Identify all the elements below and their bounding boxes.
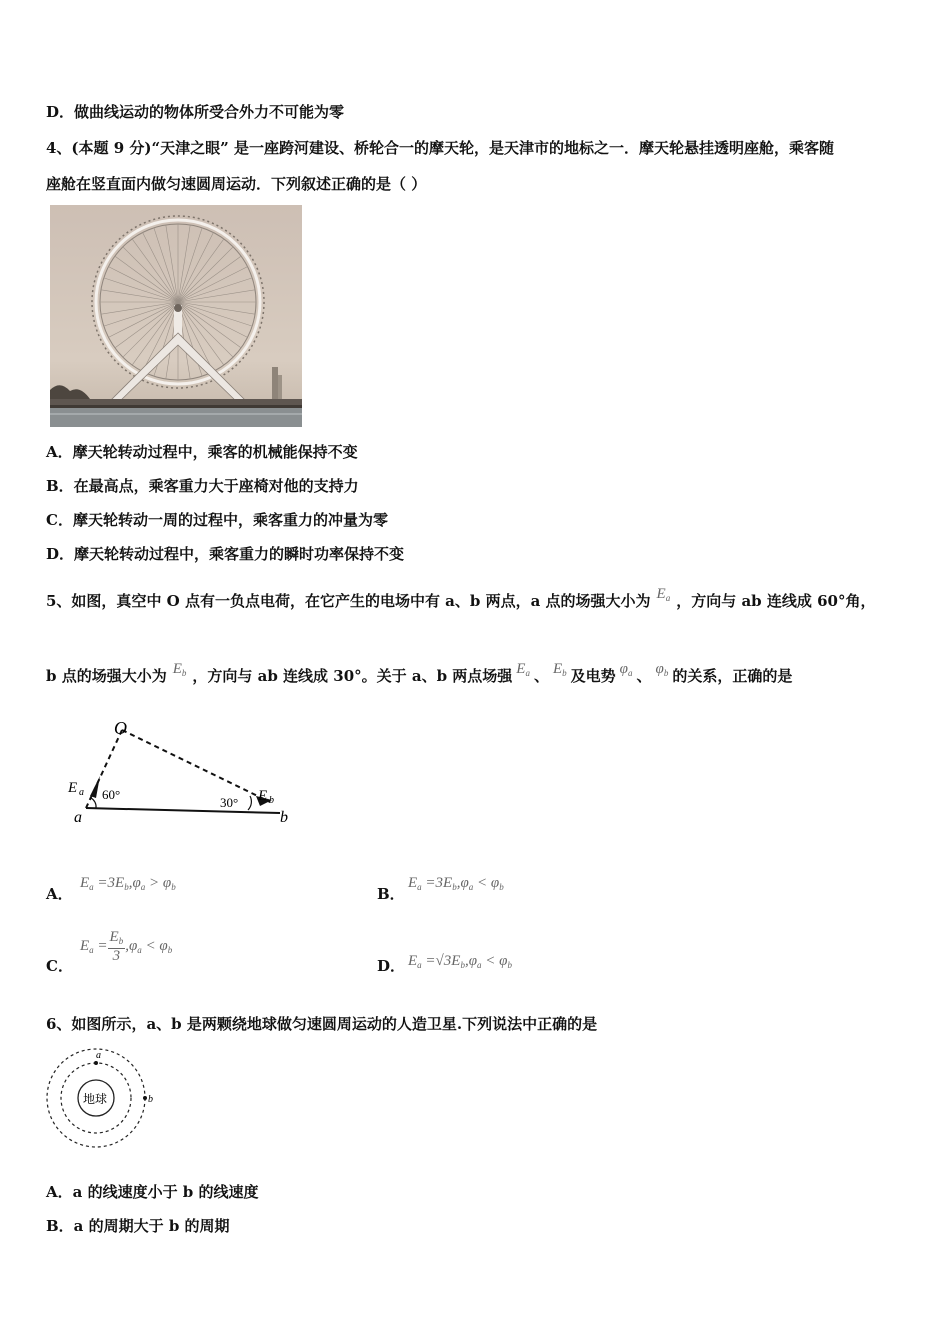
label-O: O [114, 718, 127, 738]
formula-Ea-2: $E_a$ [516, 661, 530, 678]
q5-line2-part2: ，方向与 ab 连线成 30°。关于 a、b 两点场强 [192, 667, 513, 685]
q6-option-b: B．a 的周期大于 b 的周期 [46, 1217, 230, 1235]
q5-option-d-formula: $E_a =√3E_b,\varphi_a < \varphi_b$ [408, 953, 512, 970]
satellite-b [143, 1096, 147, 1100]
q5-line2-part3: 及电势 [570, 667, 616, 685]
label-sat-a: a [96, 1050, 101, 1061]
earth-label: 地球 [83, 1092, 108, 1106]
q6-orbit-diagram [44, 1046, 156, 1150]
label-a: a [74, 809, 82, 826]
label-Ea-sub: a [79, 787, 84, 798]
arrow-Ea [90, 776, 100, 798]
ferris-wheel-photo [50, 205, 302, 427]
q5-option-c: C． [46, 957, 73, 975]
formula-Ea: $E_a$ [656, 586, 671, 603]
q4-option-d: D．摩天轮转动过程中，乘客重力的瞬时功率保持不变 [46, 545, 405, 563]
q5-option-a: A． [46, 885, 73, 903]
formula-phi-b: $\varphi_b$ [655, 661, 669, 678]
label-Ea: E [68, 780, 78, 796]
formula-phi-a: $\varphi_a$ [619, 661, 633, 678]
q5-line2-sep2: 、 [636, 667, 652, 685]
satellite-a [94, 1061, 98, 1065]
q5-option-a-formula: $E_a =3E_b,\varphi_a > \varphi_b$ [80, 875, 176, 892]
q5-field-diagram [60, 710, 310, 835]
q6-stem: 6、如图所示，a、b 是两颗绕地球做匀速圆周运动的人造卫星.下列说法中正确的是 [46, 1015, 598, 1033]
q5-stem-line2 [46, 661, 793, 691]
q5-stem-line1 [46, 586, 876, 616]
q4-option-a: A．摩天轮转动过程中，乘客的机械能保持不变 [46, 443, 358, 461]
q5-line1-part1: 5、如图，真空中 O 点有一负点电荷，在它产生的电场中有 a、b 两点，a 点的场强大小为 [46, 592, 651, 610]
q4-option-b: B．在最高点，乘客重力大于座椅对他的支持力 [46, 477, 359, 495]
line-O-b [122, 730, 270, 802]
q3-option-d: D．做曲线运动的物体所受合外力不可能为零 [46, 103, 345, 121]
line-a-b [86, 808, 280, 813]
q5-line2-part1: b 点的场强大小为 [46, 667, 167, 685]
formula-Eb: $E_b$ [172, 661, 187, 678]
q5-line2-part4: 的关系，正确的是 [672, 667, 793, 685]
q5-line1-part2: ，方向与 ab 连线成 60°角， [676, 592, 876, 610]
label-angle-30: 30° [220, 795, 239, 810]
label-Eb: E [258, 788, 268, 804]
q4-stem-line2: 座舱在竖直面内做匀速圆周运动．下列叙述正确的是（ ） [46, 175, 427, 193]
label-angle-60: 60° [102, 787, 121, 802]
q6-option-a: A．a 的线速度小于 b 的线速度 [46, 1183, 259, 1201]
q4-option-c: C．摩天轮转动一周的过程中，乘客重力的冲量为零 [46, 511, 388, 529]
q5-option-b-formula: $E_a =3E_b,\varphi_a < \varphi_b$ [408, 875, 504, 892]
label-sat-b: b [148, 1094, 153, 1105]
label-Eb-sub: b [269, 795, 274, 806]
q5-option-c-formula: $E_a$ = $\frac{E_b}{3}$ $,\varphi_a < \varphi_b$ [80, 929, 173, 964]
formula-Eb-2: $E_b$ [552, 661, 567, 678]
q5-line2-sep1: 、 [533, 667, 549, 685]
q5-option-b: B． [377, 885, 405, 903]
q4-stem-line1: 4、(本题 9 分)“天津之眼” 是一座跨河建设、桥轮合一的摩天轮，是天津市的地标之一．摩天轮悬挂透明座舱，乘客随 [46, 139, 834, 157]
label-b: b [280, 809, 288, 826]
q5-option-d: D． [377, 957, 406, 975]
